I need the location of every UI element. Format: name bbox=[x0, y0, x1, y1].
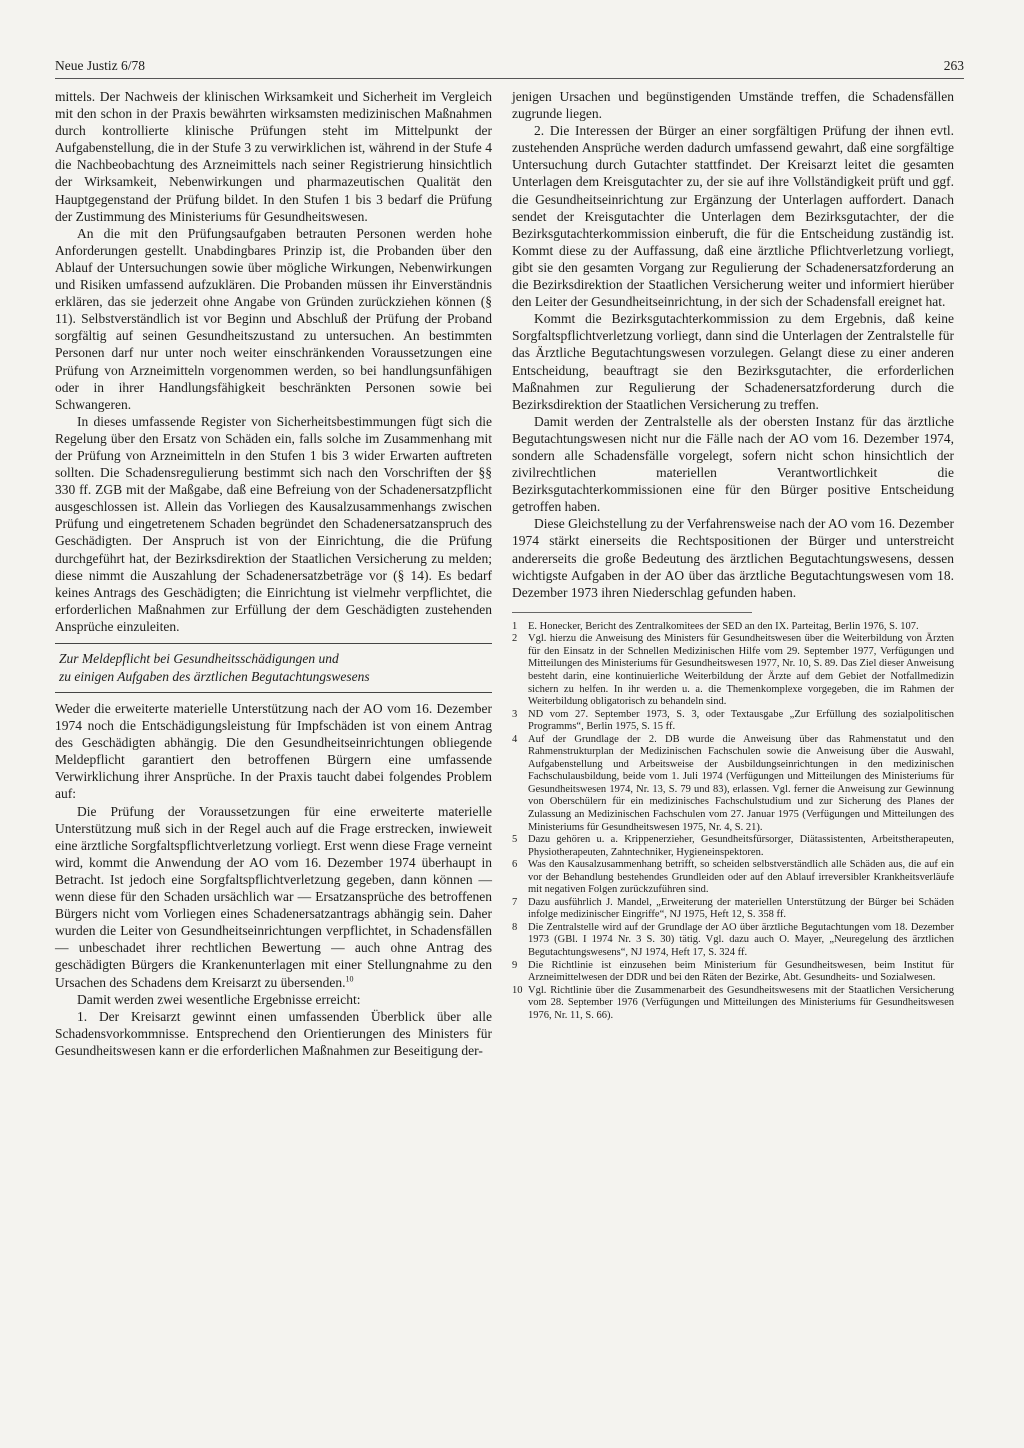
footnote-number: 9 bbox=[512, 959, 518, 971]
footnote-divider bbox=[512, 612, 752, 613]
footnote-number: 7 bbox=[512, 896, 518, 908]
section-heading bbox=[55, 643, 492, 693]
paragraph-text: Die Prüfung der Voraussetzungen für eine erweiterte materielle Unterstützung muß sich in der Regel auch auf die Frage erstrecken, inwieweit eine ärztliche Sorgfaltspflichtverletzung vorliegt. Erst wenn diese Frage verneint wird, kommt die Anwendung der AO vom 16. Dezember 1974 überhaupt in Betracht. Ist jedoch eine Sorgfaltspflichtverletzung gegeben, dann können — wenn diese für den Schaden ursächlich war — Ersatzansprüche des betroffenen Bürgers nicht vom Vorliegen eines Schadenersatzantrags abhängig sein. Daher wurden die Leiter von Gesundheitseinrichtungen verpflichtet, in Schadensfällen — unbeschadet ihrer rechtlichen Bewertung — auch ohne Antrag des geschädigten Bürgers die Krankenunterlagen mit einer Stellungnahme zu den Ursachen des Schadens dem Kreisarzt zu übersenden. bbox=[55, 803, 492, 990]
footnote bbox=[512, 985, 954, 1023]
footnote-number: 8 bbox=[512, 921, 518, 933]
paragraph: Damit werden zwei wesentliche Ergebnisse erreicht: bbox=[77, 991, 361, 1007]
footnote-text: Auf der Grundlage der 2. DB wurde die Anweisung über das Rahmenstatut und den Rahmenstrukturplan der Medizinischen Fachschulen sowie die Anweisung über die Auswahl, Aufgabenstellung und Arbeitsweise der Ausbildungseinrichtungen in den medizinischen Fachschulausbildung, beide vom 1. Juli 1974 (Verfügungen und Mitteilungen des Ministeriums für Gesundheitswesen 1974, Nr. 13, S. 79 und 83), erlassen. Vgl. ferner die Anweisung zur Gewinnung von Oberschülern für ein medizinisches Fachschulstudium und zur Sicherung des Planes der Zulassung an Medizinischen Fachschulen vom 27. Januar 1975 (Verfügungen und Mitteilungen des Ministeriums für Gesundheitswesen 1975, Nr. 4, S. 21). bbox=[528, 733, 954, 833]
left-column bbox=[55, 88, 492, 1059]
footnote-text: Dazu ausführlich J. Mandel, „Erweiterung der materiellen Unterstützung der Bürger bei Schäden infolge medizinischer Eingriffe“, NJ 1975, Heft 12, S. 358 ff. bbox=[528, 896, 954, 921]
footnote-number: 10 bbox=[512, 984, 523, 996]
footnote-reference: 10 bbox=[345, 974, 354, 983]
footnote-text: Vgl. hierzu die Anweisung des Ministers für Gesundheitswesen über die Weiterbildung von Ärzten für den Einsatz in der Schnellen Medizinischen Hilfe vom 29. September 1977, Verfügungen und Mitteilungen des Ministeriums für Gesundheitswesen 1977, Nr. 10, S. 89. Das Ziel dieser Anweisung besteht darin, eine kontinuierliche Weiterbildung der Ärzte auf dem Gebiet der Notfallmedizin sichern zu helfen. In ihr werden u. a. die Themenkomplexe vorgegeben, die im Rahmen der Weiterbildung obligatorisch zu behandeln sind. bbox=[528, 633, 954, 708]
footnote bbox=[512, 922, 954, 960]
footnote bbox=[512, 709, 954, 734]
footnote-text: Was den Kausalzusammenhang betrifft, so scheiden selbstverständlich alle Schäden aus, die auf ein vor der Behandlung bestehendes Grundleiden oder auf den Ablauf irreversibler Krankheitsverläufe mit negativen Folgen zurückzuführen sind. bbox=[528, 859, 954, 896]
footnote-text: Die Zentralstelle wird auf der Grundlage der AO über ärztliche Begutachtungen vom 18. Dezember 1973 (GBl. I 1974 Nr. 3 S. 30) tätig. Vgl. dazu auch O. Mayer, „Neuregelung des ärztlichen Begutachtungswesens“, NJ 1974, Heft 17, S. 324 ff. bbox=[528, 921, 954, 959]
paragraph bbox=[55, 803, 492, 991]
footnote bbox=[512, 834, 954, 859]
footnotes bbox=[512, 621, 954, 1023]
paragraph: In dieses umfassende Register von Sicherheitsbestimmungen fügt sich die Regelung über den Ersatz von Schäden ein, falls solche im Zusammenhang mit der Prüfung von Arzneimitteln in den Stufen 1 bis 3 wider Erwarten auftreten sollten. Die Schadensregulierung bestimmt sich nach den Vorschriften der §§ 330 ff. ZGB mit der Maßgabe, daß eine Befreiung von der Schadenersatzpflicht ausgeschlossen ist. Allein das Vorliegen des Kausalzusammenhangs zwischen Prüfung und eingetretenem Schaden begründet den Schadenersatzanspruch des Geschädigten. Der Anspruch ist von der Einrichtung, die die Prüfung durchgeführt hat, der Bezirksdirektion der Staatlichen Versicherung zu melden; diese nimmt die Auszahlung der Schadenersatzbeträge vor (§ 14). Es bedarf keines Antrags des Geschädigten; die Einrichtung ist vielmehr verpflichtet, die erforderlichen Maßnahmen zur Erfüllung der dem Geschädigten zustehenden Ansprüche einzuleiten. bbox=[55, 413, 492, 634]
running-header bbox=[55, 58, 964, 79]
footnote-text: Die Richtlinie ist einzusehen beim Ministerium für Gesundheitswesen, beim Institut für Arzneimittelwesen der DDR und bei den Räten der Bezirke, Abt. Gesundheits- und Sozialwesen. bbox=[528, 959, 954, 984]
footnote bbox=[512, 621, 954, 634]
journal-title: Neue Justiz 6/78 bbox=[55, 58, 145, 73]
footnote-text: Vgl. Richtlinie über die Zusammenarbeit des Gesundheitswesens mit der Staatlichen Versicherung vom 28. September 1976 (Verfügungen und Mitteilungen des Ministeriums für Gesundheitswesen 1976, Nr. 11, S. 66). bbox=[528, 984, 954, 1021]
paragraph: An die mit den Prüfungsaufgaben betrauten Personen werden hohe Anforderungen gestellt. Unabdingbares Prinzip ist, die Probanden über den Ablauf der Untersuchungen sowie über mögliche Wirkungen, Nebenwirkungen und Risiken umfassend aufzuklären. Die Probanden müssen ihr Einverständnis erklären, das sie jederzeit ohne Angabe von Gründen zurückziehen können (§ 11). Selbstverständlich ist vor Beginn und Abschluß der Prüfung der Proband sorgfältig auf seinen Gesundheitszustand zu untersuchen. An bestimmten Personen darf nur unter noch weiter einschränkenden Voraussetzungen eine Prüfung von Arzneimitteln vorgenommen werden, so bei handlungsunfähigen oder in ihrer Handlungsfähigkeit beschränkten Personen sowie bei Schwangeren. bbox=[55, 225, 492, 412]
footnote-text: E. Honecker, Bericht des Zentralkomitees der SED an den IX. Parteitag, Berlin 1976, S. 107. bbox=[528, 620, 919, 632]
paragraph: Diese Gleichstellung zu der Verfahrensweise nach der AO vom 16. Dezember 1974 stärkt einerseits die Rechtspositionen der Bürger und unterstreicht andererseits die große Bedeutung des ärztlichen Begutachtungswesens, dessen wichtigste Aufgaben in der AO über das ärztliche Begutachtungswesen vom 18. Dezember 1973 ihren Niederschlag gefunden haben. bbox=[512, 516, 954, 600]
footnote-number: 1 bbox=[512, 620, 518, 632]
footnote bbox=[512, 633, 954, 708]
footnote bbox=[512, 897, 954, 922]
section-heading-line: zu einigen Aufgaben des ärztlichen Begutachtungswesens bbox=[59, 669, 370, 684]
paragraph: 1. Der Kreisarzt gewinnt einen umfassenden Überblick über alle Schadensvorkommnisse. Entsprechend den Orientierungen des Ministers für Gesundheitswesen kann er die erforderlichen Maßnahmen zur Beseitigung der- bbox=[55, 1008, 492, 1058]
footnote-text: Dazu gehören u. a. Krippenerzieher, Gesundheitsfürsorger, Diätassistenten, Arbeitstherapeuten, Physiotherapeuten, Zahntechniker, Hygieneinspektoren. bbox=[528, 834, 954, 858]
paragraph: mittels. Der Nachweis der klinischen Wirksamkeit und Sicherheit im Vergleich mit den schon in der Praxis bewährten wirksamsten medizinischen Maßnahmen durch kontrollierte klinische Prüfungen steht im Mittelpunkt der Aufgabenstellung, die in der Stufe 3 zu verwirklichen ist, während in der Stufe 4 die Nachbeobachtung des Arzneimittels nach seiner Registrierung hinsichtlich der Wirksamkeit, Nebenwirkungen und pharmazeutischen Qualität den Hauptgegenstand der Prüfung bildet. In den Stufen 1 bis 3 bedarf die Prüfung der Zustimmung des Ministeriums für Gesundheitswesen. bbox=[55, 89, 492, 224]
footnote-number: 4 bbox=[512, 733, 518, 745]
footnote-number: 5 bbox=[512, 834, 518, 846]
page-number: 263 bbox=[943, 58, 964, 73]
footnote-number: 3 bbox=[512, 708, 518, 720]
footnote bbox=[512, 734, 954, 834]
footnote-number: 6 bbox=[512, 859, 518, 871]
paragraph: Damit werden der Zentralstelle als der obersten Instanz für das ärztliche Begutachtungswesen nicht nur die Fälle nach der AO vom 16. Dezember 1974, sondern alle Schadensfälle vorgelegt, sofern nicht schon hinsichtlich der zivilrechtlichen materiellen Verantwortlichkeit die Bezirksgutachterkommissionen eine für den Bürger positive Entscheidung getroffen haben. bbox=[512, 413, 954, 515]
section-heading-line: Zur Meldepflicht bei Gesundheitsschädigungen und bbox=[59, 651, 339, 666]
paragraph: Kommt die Bezirksgutachterkommission zu dem Ergebnis, daß keine Sorgfaltspflichtverletzung vorliegt, dann sind die Unterlagen der Zentralstelle für das Ärztliche Begutachtungswesen vorzulegen. Gelangt diese zu einer anderen Entscheidung, beauftragt sie den Bezirksgutachter, die erforderlichen Maßnahmen zur Regulierung der Schadenersatzforderung durch die Bezirksdirektion der Staatlichen Versicherung zu treffen. bbox=[512, 311, 954, 412]
footnote bbox=[512, 960, 954, 985]
footnote bbox=[512, 859, 954, 897]
paragraph: 2. Die Interessen der Bürger an einer sorgfältigen Prüfung der ihnen evtl. zustehenden Ansprüche werden dadurch umfassend gewahrt, daß eine sorgfältige Untersuchung durch Gutachter stattfindet. Der Kreisarzt leitet die gesamten Unterlagen dem Kreisgutachter zu, der sie auf ihre Vollständigkeit prüft und ggf. die Gesundheitseinrichtung zur Ergänzung der Unterlagen auffordert. Danach sendet der Kreisgutachter die Unterlagen dem Bezirksgutachter, der die Bezirksgutachterkommission einberuft, die für die Entscheidung zuständig ist. Kommt diese zu der Auffassung, daß eine ärztliche Pflichtverletzung vorliegt, gibt sie den gesamten Vorgang zur Regulierung der Schadenersatzforderung an die Bezirksdirektion der Staatlichen Versicherung weiter und informiert hierüber den Leiter der Gesundheitseinrichtung, in der sich der Schadensfall ereignet hat. bbox=[512, 123, 954, 310]
footnote-text: ND vom 27. September 1973, S. 3, oder Textausgabe „Zur Erfüllung des sozialpolitischen Programms“, Berlin 1975, S. 15 ff. bbox=[528, 708, 954, 733]
paragraph: jenigen Ursachen und begünstigenden Umstände treffen, die Schadensfällen zugrunde liegen. bbox=[512, 89, 954, 122]
right-column bbox=[512, 88, 954, 1022]
footnote-number: 2 bbox=[512, 633, 518, 645]
paragraph: Weder die erweiterte materielle Unterstützung nach der AO vom 16. Dezember 1974 noch die Entschädigungsleistung für Impfschäden ist von einem Antrag des Geschädigten abhängig. Die den Gesundheitseinrichtungen obliegende Meldepflicht garantiert den betroffenen Bürgern eine umfassende Verwirklichung ihrer Ansprüche. In der Praxis taucht dabei folgendes Problem auf: bbox=[55, 701, 492, 802]
